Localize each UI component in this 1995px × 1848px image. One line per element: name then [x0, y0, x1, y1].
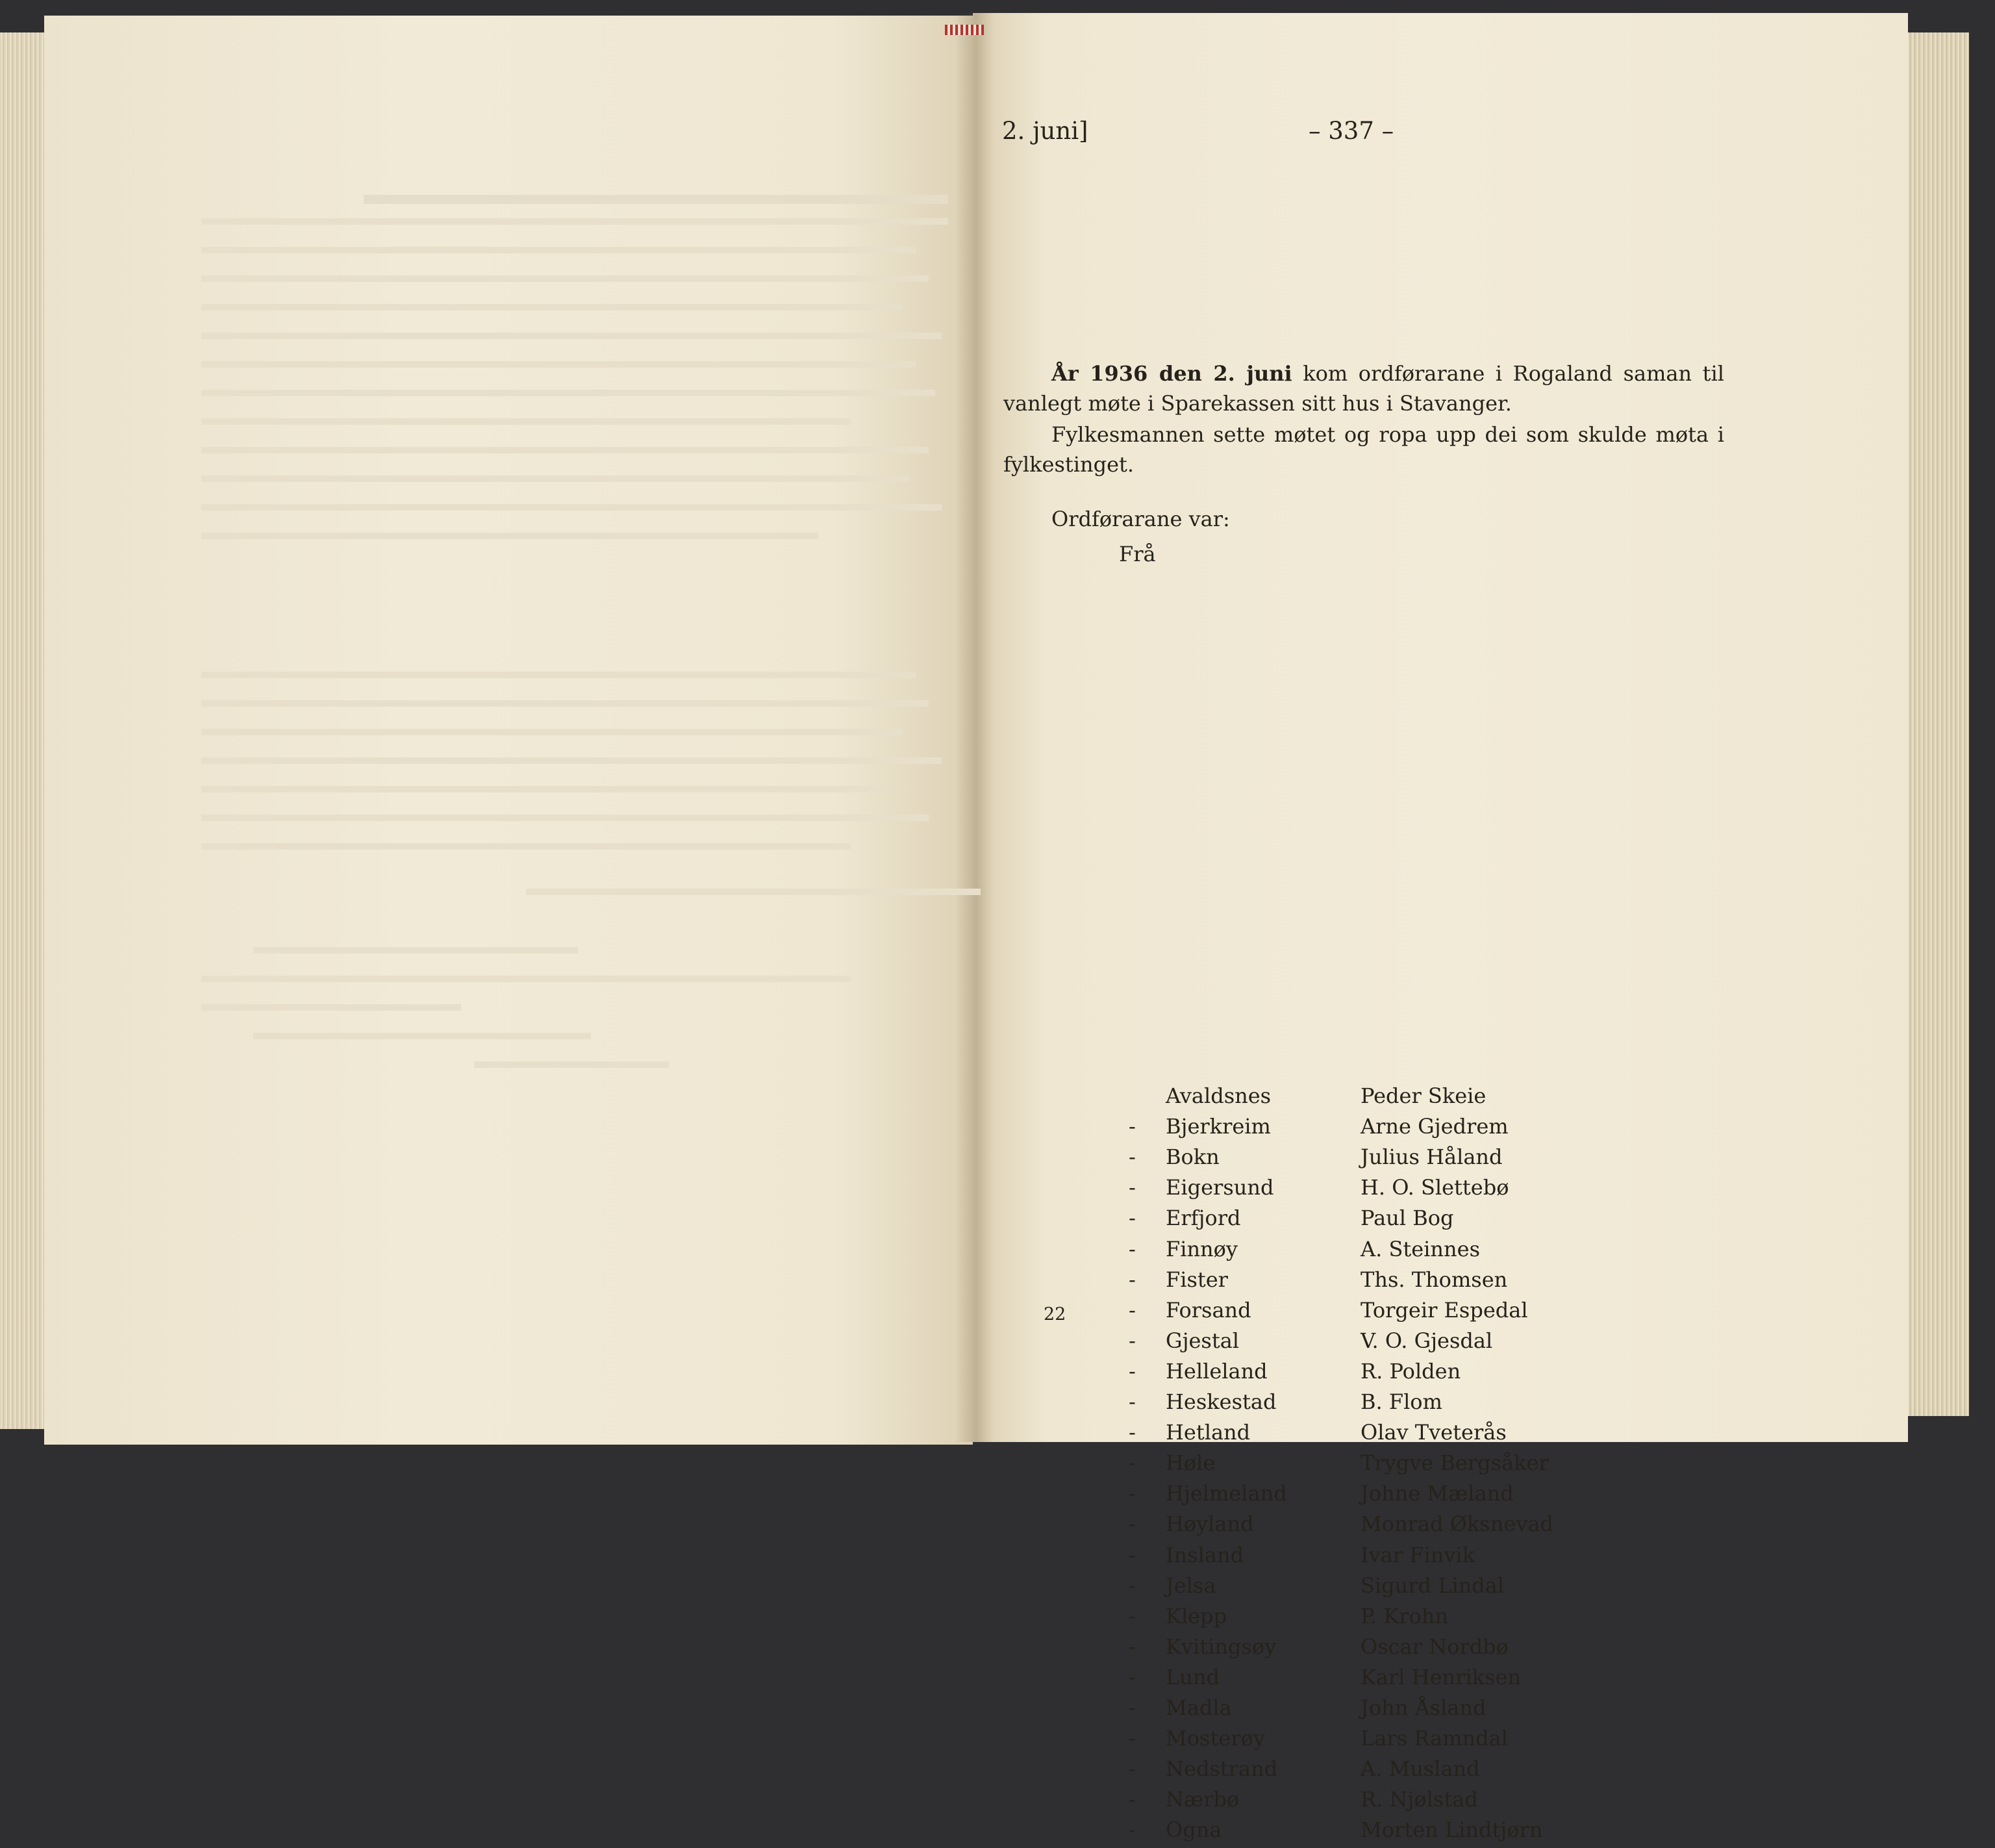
ditto-mark: - — [1129, 1512, 1136, 1537]
mayor-name: Morten Lindtjørn — [1361, 1817, 1543, 1843]
municipality-name: Eigersund — [1166, 1175, 1274, 1200]
roster-row — [0, 1543, 1995, 1573]
opening-paragraph — [1003, 359, 1724, 418]
mayor-name: Johne Mæland — [1361, 1481, 1514, 1506]
municipality-name: Jelsa — [1166, 1573, 1216, 1598]
municipality-name: Heskestad — [1166, 1389, 1277, 1414]
roster-intro: Ordførarane var: — [1051, 507, 1230, 531]
roster-row — [0, 1420, 1995, 1450]
opening-paragraph-rest: kom ordførarane i Rogaland saman til vanlegt møte i Sparekassen sitt hus i Stavanger. — [1003, 361, 1725, 416]
mayor-name: John Åsland — [1361, 1695, 1487, 1720]
mayor-name: V. O. Gjesdal — [1361, 1328, 1493, 1353]
municipality-name: Bokn — [1166, 1145, 1220, 1170]
municipality-name: Helleland — [1166, 1358, 1268, 1384]
page-number-header: – 337 – — [1309, 117, 1394, 145]
municipality-name: Nedstrand — [1166, 1756, 1278, 1782]
opening-date-bold: År 1936 den 2. juni — [1051, 361, 1292, 386]
mayor-name: Lars Ramndal — [1361, 1726, 1508, 1751]
mayor-name: A. Steinnes — [1361, 1236, 1480, 1261]
mayor-name: Paul Bog — [1361, 1206, 1454, 1231]
municipality-name: Høle — [1166, 1450, 1216, 1476]
roster-row — [0, 1573, 1995, 1604]
roster-row — [0, 1756, 1995, 1787]
mayor-name: Sigurd Lindal — [1361, 1573, 1505, 1598]
mayor-name: Ths. Thomsen — [1361, 1267, 1508, 1292]
ditto-mark: - — [1129, 1634, 1136, 1659]
roster-row — [0, 1298, 1995, 1328]
municipality-name: Hetland — [1166, 1420, 1251, 1445]
from-label: Frå — [1119, 542, 1156, 566]
ditto-mark: - — [1129, 1358, 1136, 1384]
mayor-name: B. Flom — [1361, 1389, 1442, 1414]
municipality-name: Mosterøy — [1166, 1726, 1265, 1751]
ditto-mark: - — [1129, 1817, 1136, 1843]
municipality-name: Madla — [1166, 1695, 1232, 1720]
municipality-name: Insland — [1166, 1542, 1244, 1567]
municipality-name: Klepp — [1166, 1603, 1227, 1628]
ditto-mark: - — [1129, 1114, 1136, 1139]
ditto-mark: - — [1129, 1756, 1136, 1782]
mayor-name: Peder Skeie — [1361, 1083, 1487, 1108]
mayor-name: Arne Gjedrem — [1361, 1114, 1509, 1139]
ditto-mark: - — [1129, 1420, 1136, 1445]
roster-row — [0, 1267, 1995, 1298]
left-page-bleed-through — [201, 175, 948, 539]
roster-row — [0, 1604, 1995, 1634]
mayor-name: R. Njølstad — [1361, 1787, 1478, 1812]
municipality-name: Avaldsnes — [1166, 1083, 1272, 1108]
mayor-name: R. Polden — [1361, 1358, 1461, 1384]
municipality-name: Erfjord — [1166, 1206, 1241, 1231]
mayor-name: Oscar Nordbø — [1361, 1634, 1509, 1659]
roster-row — [0, 1512, 1995, 1542]
ditto-mark: - — [1129, 1236, 1136, 1261]
roster-row — [0, 1328, 1995, 1359]
roll-call-paragraph: Fylkesmannen sette møtet og ropa upp dei som skulde møta i fylkestinget. — [1003, 422, 1724, 477]
ditto-mark: - — [1129, 1450, 1136, 1476]
mayor-name: A. Musland — [1361, 1756, 1480, 1782]
municipality-name: Bjerkreim — [1166, 1114, 1271, 1139]
ditto-mark: - — [1129, 1267, 1136, 1292]
roster-row — [0, 1634, 1995, 1665]
ditto-mark: - — [1129, 1145, 1136, 1170]
roster-row — [0, 1237, 1995, 1267]
ditto-mark: - — [1129, 1726, 1136, 1751]
roster-row — [0, 1083, 1995, 1114]
municipality-name: Hjelmeland — [1166, 1481, 1287, 1506]
running-header-date: 2. juni] — [1002, 117, 1088, 145]
roster-row — [0, 1481, 1995, 1512]
ditto-mark: - — [1129, 1481, 1136, 1506]
ditto-mark: - — [1129, 1787, 1136, 1812]
ditto-mark: - — [1129, 1603, 1136, 1628]
roster-row — [0, 1450, 1995, 1481]
roster-row — [0, 1817, 1995, 1848]
ditto-mark: - — [1129, 1389, 1136, 1414]
mayor-name: Karl Henriksen — [1361, 1664, 1522, 1690]
roster-row — [0, 1695, 1995, 1726]
municipality-name: Lund — [1166, 1664, 1220, 1690]
roster-row — [0, 1726, 1995, 1756]
roster-row — [0, 1114, 1995, 1145]
mayor-name: Julius Håland — [1361, 1145, 1503, 1170]
municipality-name: Finnøy — [1166, 1236, 1238, 1261]
municipality-name: Kvitingsøy — [1166, 1634, 1277, 1659]
roster-row — [0, 1359, 1995, 1389]
ditto-mark: - — [1129, 1542, 1136, 1567]
left-page-bleed-through-lower — [201, 650, 948, 1068]
municipality-name: Nærbø — [1166, 1787, 1240, 1812]
ditto-mark: - — [1129, 1328, 1136, 1353]
municipality-name: Ogna — [1166, 1817, 1222, 1843]
ditto-mark: - — [1129, 1695, 1136, 1720]
municipality-name: Gjestal — [1166, 1328, 1240, 1353]
mayor-name: Torgeir Espedal — [1361, 1297, 1528, 1323]
roster-row — [0, 1206, 1995, 1236]
mayor-name: H. O. Slettebø — [1361, 1175, 1509, 1200]
roster-row — [0, 1145, 1995, 1175]
roster-row — [0, 1175, 1995, 1206]
municipality-name: Høyland — [1166, 1512, 1254, 1537]
roster-row — [0, 1787, 1995, 1817]
ditto-mark: - — [1129, 1664, 1136, 1690]
ditto-mark: - — [1129, 1573, 1136, 1598]
signature-mark: 22 — [1044, 1304, 1066, 1324]
roster-row — [0, 1389, 1995, 1420]
municipality-name: Forsand — [1166, 1297, 1251, 1323]
ditto-mark: - — [1129, 1206, 1136, 1231]
roster-row — [0, 1665, 1995, 1695]
municipality-name: Fister — [1166, 1267, 1228, 1292]
mayor-name: Monrad Øksnevad — [1361, 1512, 1553, 1537]
mayor-name: Ivar Finvik — [1361, 1542, 1475, 1567]
bookmark-ribbon — [945, 25, 984, 35]
mayor-name: Trygve Bergsåker — [1361, 1450, 1549, 1476]
mayor-name: Olav Tveterås — [1361, 1420, 1507, 1445]
mayor-name: P. Krohn — [1361, 1603, 1449, 1628]
ditto-mark: - — [1129, 1297, 1136, 1323]
ditto-mark: - — [1129, 1175, 1136, 1200]
